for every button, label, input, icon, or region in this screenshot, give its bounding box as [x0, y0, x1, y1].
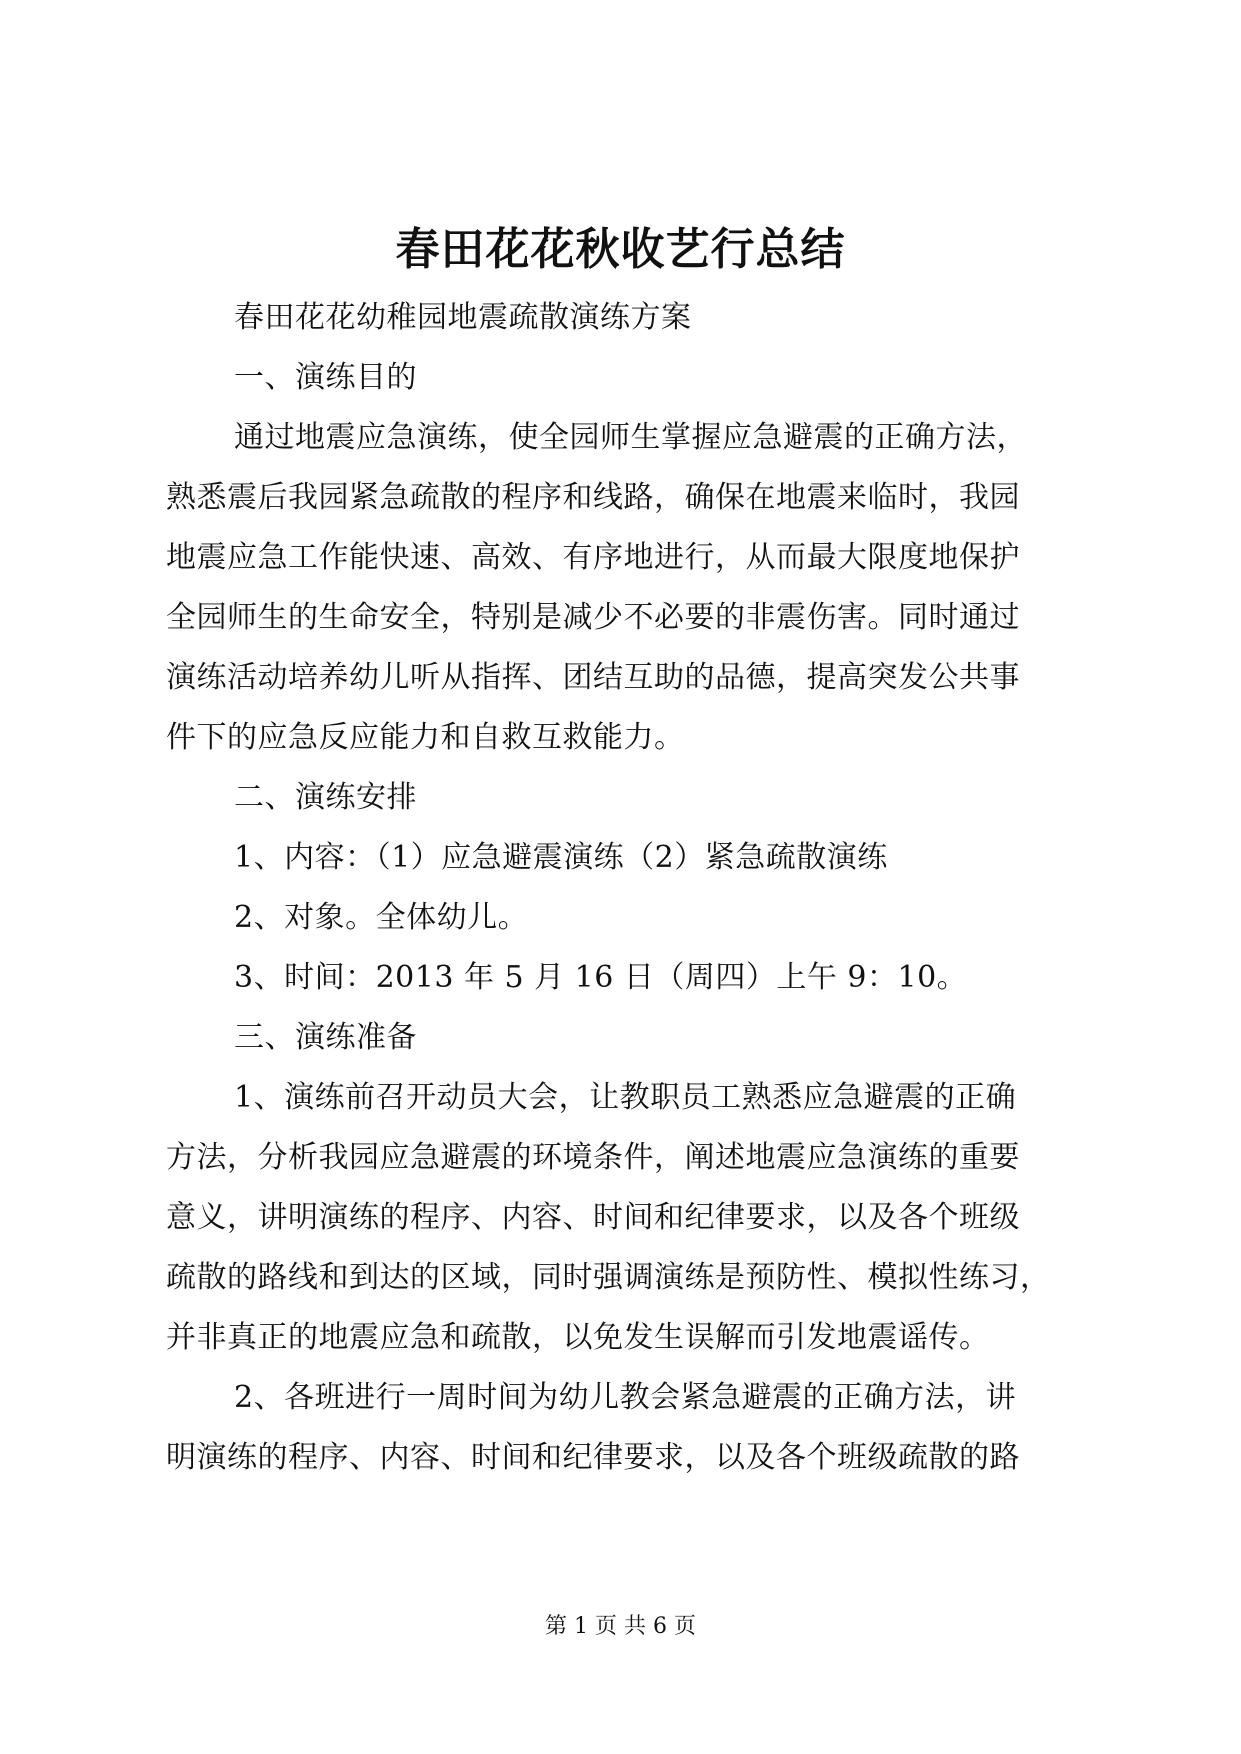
text-line: 明演练的程序、内容、时间和纪律要求，以及各个班级疏散的路 — [166, 1440, 1020, 1475]
text-line: 一、演练目的 — [234, 360, 417, 395]
text-line: 演练活动培养幼儿听从指挥、团结互助的品德，提高突发公共事 — [166, 660, 1020, 695]
text-line: 件下的应急反应能力和自救互救能力。 — [166, 720, 685, 755]
text-line: 春田花花幼稚园地震疏散演练方案 — [234, 300, 692, 335]
text-line: 全园师生的生命安全，特别是减少不必要的非震伤害。同时通过 — [166, 600, 1020, 635]
document-body — [166, 288, 1080, 1488]
text-line: 地震应急工作能快速、高效、有序地进行，从而最大限度地保护 — [166, 540, 1020, 575]
text-line: 通过地震应急演练，使全园师生掌握应急避震的正确方法， — [234, 420, 1027, 455]
text-line: 并非真正的地震应急和疏散，以免发生误解而引发地震谣传。 — [166, 1320, 990, 1355]
text-line: 疏散的路线和到达的区域，同时强调演练是预防性、模拟性练习， — [166, 1260, 1051, 1295]
text-line: 三、演练准备 — [234, 1020, 417, 1055]
text-line: 方法，分析我园应急避震的环境条件，阐述地震应急演练的重要 — [166, 1140, 1020, 1175]
text-line: 二、演练安排 — [234, 780, 417, 815]
document-title: 春田花花秋收艺行总结 — [395, 224, 846, 275]
text-line: 2、对象。全体幼儿。 — [234, 900, 529, 935]
page-footer: 第 1 页 共 6 页 — [545, 1614, 696, 1639]
text-line: 1、内容：（1）应急避震演练（2）紧急疏散演练 — [234, 840, 888, 875]
text-line: 3、时间：2013 年 5 月 16 日（周四）上午 9：10。 — [234, 960, 968, 995]
text-line: 熟悉震后我园紧急疏散的程序和线路，确保在地震来临时，我园 — [166, 480, 1020, 515]
text-line: 意义，讲明演练的程序、内容、时间和纪律要求，以及各个班级 — [166, 1200, 1020, 1235]
text-line: 1、演练前召开动员大会，让教职员工熟悉应急避震的正确 — [234, 1080, 1017, 1115]
text-line: 2、各班进行一周时间为幼儿教会紧急避震的正确方法，讲 — [234, 1380, 1017, 1415]
